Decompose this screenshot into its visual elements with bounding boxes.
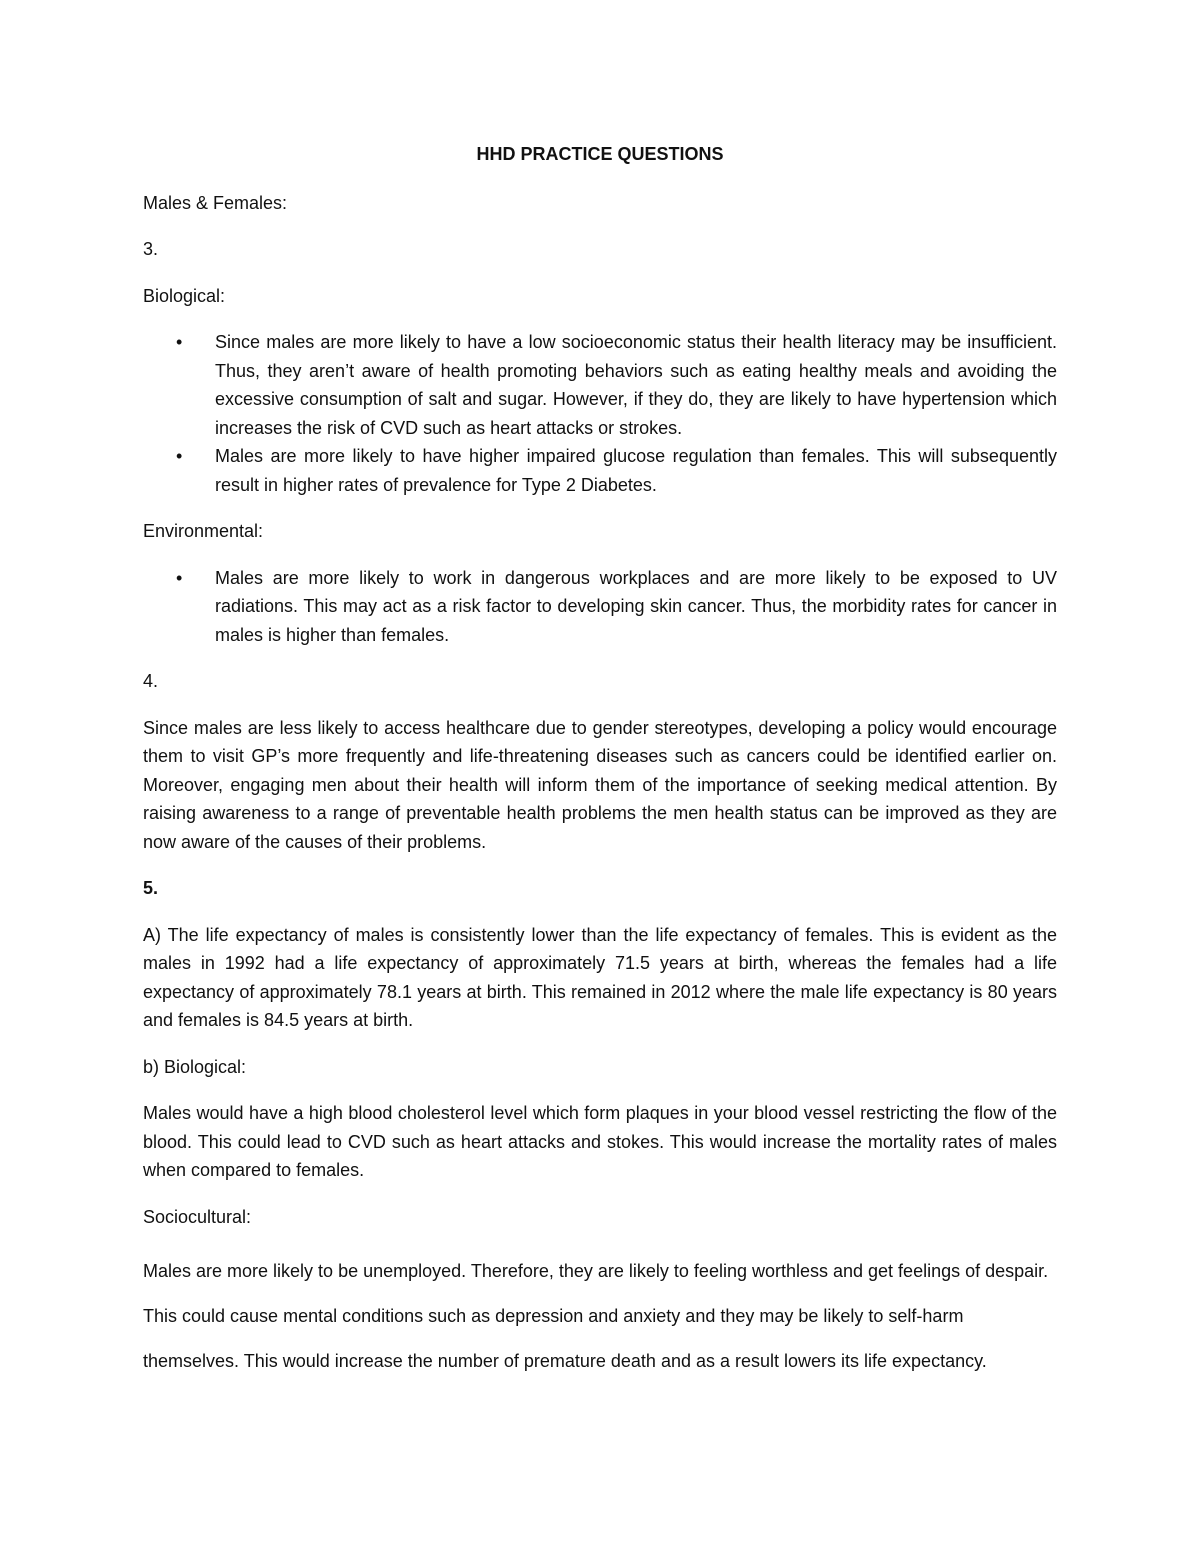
- question-3-number: 3.: [143, 239, 159, 259]
- question-5-part-a: A) The life expectancy of males is consistently lower than the life expectancy of females. This is evident as the males in 1992 had a life expectancy of approximately 71.5 years at birth, whereas the females had a life expectancy of approximately 78.1 years at birth. This remained in 2012 where the male life expectancy is 80 years and females is 84.5 years at birth.: [143, 924, 1057, 1030]
- environmental-heading: Environmental:: [143, 521, 264, 541]
- bullet-text: Males are more likely to have higher impaired glucose regulation than females. This will subsequently result in higher rates of prevalence for Type 2 Diabetes.: [215, 446, 1057, 495]
- bullet-text: Males are more likely to work in dangerous workplaces and are more likely to be exposed to UV radiations. This may act as a risk factor to developing skin cancer. Thus, the morbidity rates for cancer in males is higher than females.: [215, 567, 1057, 645]
- document-page: [143, 140, 1057, 1384]
- bullet-icon: •: [176, 446, 183, 466]
- document-title: HHD PRACTICE QUESTIONS: [476, 144, 724, 164]
- list-item: [143, 328, 1057, 442]
- bullet-icon: •: [176, 567, 183, 588]
- list-item: [143, 442, 1057, 499]
- bullet-icon: •: [176, 332, 183, 352]
- section-heading: Males & Females:: [143, 192, 288, 213]
- question-5-part-b-heading: b) Biological:: [143, 1056, 247, 1077]
- bullet-text: Since males are more likely to have a low socioeconomic status their health literacy may be insufficient. Thus, they aren’t aware of health promoting behaviors such as eating healthy meals and avoiding the excessive consumption of salt and sugar. However, if they do, they are likely to have hypertension which increases the risk of CVD such as heart attacks or strokes.: [215, 332, 1057, 438]
- question-4-number: 4.: [143, 671, 159, 691]
- question-5-number: 5.: [143, 878, 159, 898]
- biological-heading: Biological:: [143, 285, 226, 306]
- sociocultural-heading: Sociocultural:: [143, 1206, 252, 1227]
- question-4-answer: Since males are less likely to access healthcare due to gender stereotypes, developing a policy would encourage them to visit GP’s more frequently and life-threatening diseases such as cancers could be identified earlier on. Moreover, engaging men about their health will inform them of the importance of seeking medical attention. By raising awareness to a range of preventable health problems the men health status can be improved as they are now aware of the causes of their problems.: [143, 717, 1057, 852]
- biological-bullet-list: [143, 328, 1057, 499]
- sociocultural-text: Males are more likely to be unemployed. Therefore, they are likely to feeling worthless and get feelings of despair. This could cause mental conditions such as depression and anxiety and they may be likely to self-harm themselves. This would increase the number of premature death and as a result lowers its life expectancy.: [143, 1261, 1049, 1371]
- environmental-bullet-list: [143, 564, 1057, 650]
- list-item: [143, 564, 1057, 650]
- question-5-part-b-text: Males would have a high blood cholesterol level which form plaques in your blood vessel restricting the flow of the blood. This could lead to CVD such as heart attacks and stokes. This would increase the mortality rates of males when compared to females.: [143, 1103, 1057, 1180]
